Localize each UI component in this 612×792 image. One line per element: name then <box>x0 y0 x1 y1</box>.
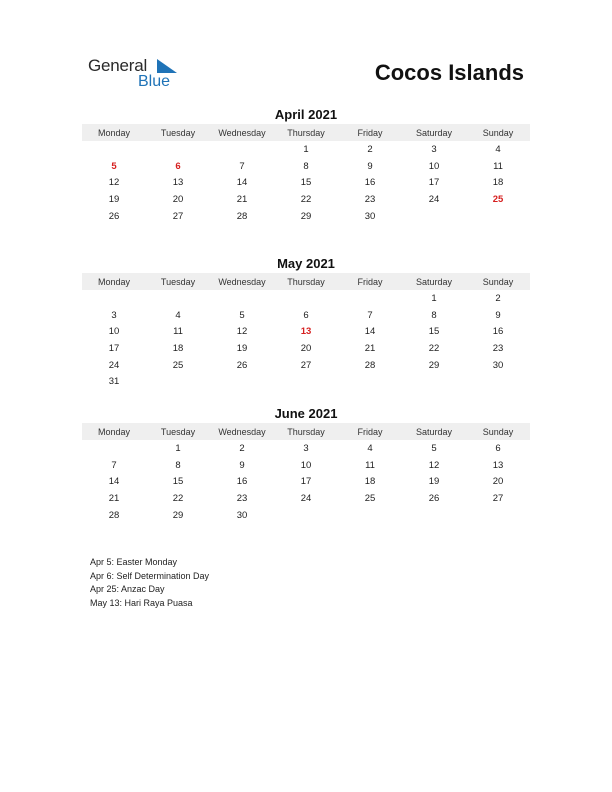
day-cell: 7 <box>367 309 373 321</box>
day-cell: 3 <box>431 143 437 155</box>
day-cell: 25 <box>172 359 184 371</box>
week-row <box>82 174 530 191</box>
holiday-entry: Apr 6: Self Determination Day <box>90 570 210 581</box>
logo-word-blue: Blue <box>138 73 171 90</box>
day-cell: 20 <box>492 476 504 488</box>
day-cell: 25 <box>364 492 376 504</box>
holiday-day-cell: 25 <box>492 193 504 205</box>
week-row <box>82 307 530 324</box>
day-cell: 10 <box>108 326 120 338</box>
week-row <box>82 357 530 374</box>
day-cell: 30 <box>236 509 248 521</box>
holiday-entry: May 13: Hari Raya Puasa <box>90 597 193 608</box>
logo-flag-icon <box>157 59 177 73</box>
day-cell: 9 <box>239 459 245 471</box>
weekday-label: Friday <box>357 127 383 138</box>
day-cell: 17 <box>108 342 120 354</box>
weekday-label: Sunday <box>482 426 514 437</box>
day-cell: 14 <box>236 177 248 189</box>
day-cell: 12 <box>108 177 120 189</box>
weekday-label: Saturday <box>415 426 453 437</box>
month-title: May 2021 <box>277 256 335 271</box>
day-cell: 30 <box>492 359 504 371</box>
day-cell: 1 <box>303 143 309 155</box>
holiday-day-cell: 5 <box>111 160 117 172</box>
day-cell: 29 <box>428 359 440 371</box>
generalblue-logo <box>88 56 188 92</box>
month-april <box>82 106 530 224</box>
day-cell: 5 <box>431 442 437 454</box>
day-cell: 11 <box>365 459 375 471</box>
day-cell: 19 <box>108 193 120 205</box>
week-row <box>82 141 530 158</box>
week-row <box>82 158 530 175</box>
day-cell: 17 <box>300 476 312 488</box>
weekday-label: Friday <box>357 426 383 437</box>
weekday-header <box>82 273 530 290</box>
day-cell: 26 <box>108 210 120 222</box>
day-cell: 20 <box>300 342 312 354</box>
weekday-label: Tuesday <box>160 276 196 287</box>
day-cell: 16 <box>364 177 376 189</box>
weekday-label: Saturday <box>415 276 453 287</box>
day-cell: 1 <box>431 292 437 304</box>
day-cell: 7 <box>111 459 117 471</box>
day-cell: 8 <box>431 309 437 321</box>
day-cell: 2 <box>495 292 501 304</box>
day-cell: 31 <box>108 376 120 388</box>
day-cell: 18 <box>492 177 504 189</box>
day-cell: 24 <box>428 193 440 205</box>
week-row <box>82 373 530 390</box>
month-may <box>82 255 530 390</box>
month-title: April 2021 <box>274 107 338 122</box>
weekday-label: Thursday <box>287 127 325 138</box>
day-cell: 3 <box>111 309 117 321</box>
day-cell: 28 <box>236 210 248 222</box>
day-cell: 26 <box>428 492 440 504</box>
day-cell: 11 <box>173 326 183 338</box>
day-cell: 13 <box>172 177 184 189</box>
day-cell: 22 <box>172 492 184 504</box>
day-cell: 6 <box>495 442 501 454</box>
weekday-label: Saturday <box>415 127 453 138</box>
day-cell: 7 <box>239 160 245 172</box>
day-cell: 15 <box>172 476 184 488</box>
weekday-label: Wednesday <box>218 426 266 437</box>
weekday-label: Monday <box>97 276 131 287</box>
day-cell: 23 <box>492 342 504 354</box>
day-cell: 12 <box>428 459 440 471</box>
day-cell: 8 <box>175 459 181 471</box>
week-row <box>82 191 530 208</box>
week-row <box>82 323 530 340</box>
country-title: Cocos Islands <box>374 60 524 85</box>
weekday-label: Sunday <box>482 276 514 287</box>
day-cell: 21 <box>236 193 248 205</box>
day-cell: 23 <box>236 492 248 504</box>
day-cell: 2 <box>367 143 373 155</box>
holiday-entry: Apr 5: Easter Monday <box>90 557 178 567</box>
weekday-label: Tuesday <box>160 426 196 437</box>
weekday-label: Thursday <box>287 276 325 287</box>
weekday-label: Friday <box>357 276 383 287</box>
day-cell: 5 <box>239 309 245 321</box>
day-cell: 3 <box>303 442 309 454</box>
week-row <box>82 473 530 490</box>
day-cell: 27 <box>300 359 312 371</box>
week-row <box>82 290 530 307</box>
day-cell: 29 <box>172 509 184 521</box>
day-cell: 6 <box>303 309 309 321</box>
day-cell: 19 <box>236 342 248 354</box>
day-cell: 30 <box>364 210 376 222</box>
day-cell: 16 <box>492 326 504 338</box>
day-cell: 29 <box>300 210 312 222</box>
week-row <box>82 507 530 524</box>
day-cell: 20 <box>172 193 184 205</box>
week-row <box>82 440 530 457</box>
day-cell: 14 <box>364 326 376 338</box>
day-cell: 18 <box>364 476 376 488</box>
logo-word-general: General <box>88 56 148 75</box>
day-cell: 8 <box>303 160 309 172</box>
day-cell: 28 <box>364 359 376 371</box>
day-cell: 9 <box>495 309 501 321</box>
weekday-label: Wednesday <box>218 276 266 287</box>
day-cell: 4 <box>495 143 501 155</box>
week-row <box>82 490 530 507</box>
weekday-label: Monday <box>97 426 131 437</box>
weekday-label: Thursday <box>287 426 325 437</box>
day-cell: 26 <box>236 359 248 371</box>
day-cell: 9 <box>367 160 373 172</box>
day-cell: 14 <box>108 476 120 488</box>
day-cell: 22 <box>300 193 312 205</box>
day-cell: 15 <box>428 326 440 338</box>
day-cell: 18 <box>172 342 184 354</box>
day-cell: 22 <box>428 342 440 354</box>
day-cell: 24 <box>108 359 120 371</box>
day-cell: 12 <box>236 326 248 338</box>
day-cell: 23 <box>364 193 376 205</box>
day-cell: 10 <box>300 459 312 471</box>
weekday-header <box>82 124 530 141</box>
holiday-day-cell: 6 <box>175 160 181 172</box>
weekday-label: Monday <box>97 127 131 138</box>
day-cell: 13 <box>492 459 504 471</box>
day-cell: 21 <box>108 492 120 504</box>
day-cell: 16 <box>236 476 248 488</box>
day-cell: 2 <box>239 442 245 454</box>
day-cell: 27 <box>492 492 504 504</box>
day-cell: 1 <box>175 442 181 454</box>
day-cell: 17 <box>428 177 440 189</box>
month-june <box>82 405 530 523</box>
day-cell: 4 <box>175 309 181 321</box>
weekday-label: Tuesday <box>160 127 196 138</box>
day-cell: 19 <box>428 476 440 488</box>
weekday-header <box>82 423 530 440</box>
day-cell: 4 <box>367 442 373 454</box>
day-cell: 10 <box>428 160 440 172</box>
day-cell: 11 <box>493 160 503 172</box>
holiday-entry: Apr 25: Anzac Day <box>90 584 165 595</box>
week-row <box>82 208 530 225</box>
holiday-day-cell: 13 <box>300 326 312 338</box>
weekday-label: Sunday <box>482 127 514 138</box>
month-title: June 2021 <box>274 406 338 421</box>
day-cell: 15 <box>300 177 312 189</box>
day-cell: 27 <box>172 210 184 222</box>
day-cell: 21 <box>364 342 376 354</box>
day-cell: 24 <box>300 492 312 504</box>
holiday-list <box>90 556 209 610</box>
day-cell: 28 <box>108 509 120 521</box>
week-row <box>82 340 530 357</box>
week-row <box>82 457 530 474</box>
weekday-label: Wednesday <box>218 127 266 138</box>
